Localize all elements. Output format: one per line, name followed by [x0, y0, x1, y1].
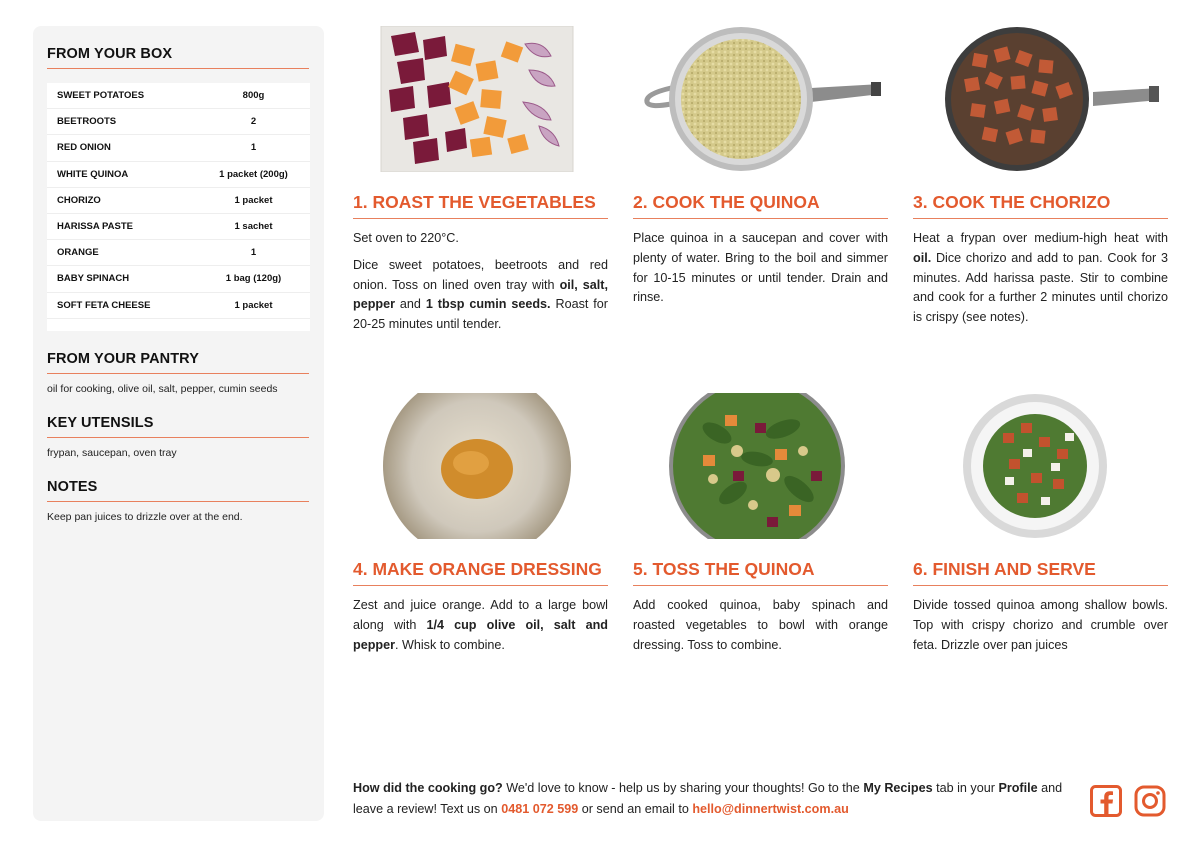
sidebar — [33, 26, 324, 821]
text-span: We'd love to know - help us by sharing your thoughts! Go to the — [502, 781, 864, 795]
table-padding — [47, 319, 310, 331]
roast-vegetables-photo — [353, 26, 608, 172]
step-paragraph: Set oven to 220°C. — [353, 231, 459, 245]
step-paragraph: Place quinoa in a saucepan and cover with plenty of water. Bring to the boil and simmer for 10-15 minutes or until tender. Drain and rinse. — [633, 231, 888, 305]
bold-span: oil. — [913, 250, 932, 265]
facebook-icon[interactable] — [1090, 785, 1122, 822]
ingredient-qty: 1 bag (120g) — [225, 273, 282, 285]
ingredient-name: SWEET POTATOES — [57, 90, 145, 102]
pantry-section — [47, 351, 310, 395]
text-span: . Whisk to combine. — [395, 637, 505, 652]
ingredient-qty: 1 packet — [234, 299, 273, 311]
ingredient-qty: 1 packet — [234, 194, 273, 206]
pantry-heading: FROM YOUR PANTRY — [47, 351, 309, 374]
table-row — [47, 214, 310, 240]
table-row — [47, 240, 310, 266]
text-span: tab in your — [932, 781, 999, 795]
utensils-section — [47, 415, 310, 459]
ingredient-name: SOFT FETA CHEESE — [57, 299, 151, 311]
toss-quinoa-photo — [633, 393, 888, 539]
text-span: and leave a review! Text us on — [353, 781, 1063, 816]
cook-quinoa-photo — [633, 26, 888, 172]
table-row — [47, 162, 310, 188]
table-row — [47, 135, 310, 161]
orange-dressing-photo — [353, 393, 608, 539]
ingredient-qty: 1 sachet — [234, 221, 273, 233]
text-span: Dice chorizo and add to pan. Cook for 3 minutes. Add harissa paste. Stir to combine and cook for a further 2 minutes until chorizo is crispy (see notes). — [913, 250, 1168, 325]
ingredient-name: ORANGE — [57, 247, 99, 259]
my-recipes-label: My Recipes — [863, 781, 933, 795]
table-row — [47, 83, 310, 109]
ingredient-qty: 1 packet (200g) — [219, 168, 288, 180]
ingredient-qty: 2 — [250, 116, 257, 128]
table-row — [47, 188, 310, 214]
step-5 — [633, 393, 888, 662]
step-title: 3. COOK THE CHORIZO — [913, 192, 1168, 219]
step-text — [913, 596, 1168, 655]
step-title: 4. MAKE ORANGE DRESSING — [353, 559, 608, 586]
ingredient-name: BEETROOTS — [57, 116, 117, 128]
notes-section — [47, 479, 310, 523]
step-title: 5. TOSS THE QUINOA — [633, 559, 888, 586]
ingredient-qty: 1 — [250, 142, 257, 154]
feedback-footer — [353, 778, 1073, 820]
step-text — [633, 596, 888, 655]
step-paragraph — [913, 229, 1168, 328]
step-text — [913, 229, 1168, 328]
ingredient-name: CHORIZO — [57, 194, 101, 206]
bold-span: 1/4 cup olive oil, salt and pepper — [353, 617, 608, 652]
step-1 — [353, 26, 608, 342]
phone-link[interactable]: 0481 072 599 — [501, 802, 579, 816]
ingredients-table — [47, 83, 310, 331]
step-paragraph: Add cooked quinoa, baby spinach and roasted vegetables to bowl with orange dressing. Toss to combine. — [633, 598, 888, 652]
step-3 — [913, 26, 1168, 335]
instagram-icon[interactable] — [1134, 785, 1166, 822]
step-2 — [633, 26, 888, 315]
step-title: 2. COOK THE QUINOA — [633, 192, 888, 219]
ingredient-name: WHITE QUINOA — [57, 168, 129, 180]
bold-span: 1 tbsp cumin seeds. — [425, 297, 551, 312]
step-title: 6. FINISH AND SERVE — [913, 559, 1168, 586]
notes-heading: NOTES — [47, 479, 309, 502]
step-text — [353, 229, 608, 335]
step-6 — [913, 393, 1168, 662]
step-text — [353, 596, 608, 655]
ingredient-name: RED ONION — [57, 142, 111, 154]
email-link[interactable]: hello@dinnertwist.com.au — [692, 802, 849, 816]
step-paragraph — [353, 596, 608, 655]
step-text — [633, 229, 888, 308]
utensils-text: frypan, saucepan, oven tray — [47, 446, 177, 459]
table-row — [47, 109, 310, 135]
notes-text: Keep pan juices to drizzle over at the end. — [47, 510, 243, 523]
profile-label: Profile — [998, 781, 1038, 795]
bold-span: oil, salt, pepper — [353, 277, 608, 312]
step-paragraph: Divide tossed quinoa among shallow bowls. Top with crispy chorizo and crumble over feta. Drizzle over pan juices — [913, 598, 1168, 652]
step-4 — [353, 393, 608, 662]
text-span: and — [395, 297, 426, 312]
text-span: Roast for 20-25 minutes until tender. — [353, 297, 608, 332]
ingredient-qty: 1 — [250, 247, 257, 259]
feedback-question: How did the cooking go? — [353, 781, 503, 795]
table-row — [47, 293, 310, 319]
text-span: or send an email to — [578, 802, 693, 816]
ingredient-name: HARISSA PASTE — [57, 221, 134, 233]
text-span: Heat a frypan over medium-high heat with — [913, 231, 1168, 245]
finish-serve-photo — [913, 393, 1168, 539]
ingredient-qty: 800g — [242, 90, 265, 102]
cook-chorizo-photo — [913, 26, 1168, 172]
step-title: 1. ROAST THE VEGETABLES — [353, 192, 608, 219]
utensils-heading: KEY UTENSILS — [47, 415, 309, 438]
ingredient-name: BABY SPINACH — [57, 273, 130, 285]
step-paragraph — [353, 256, 608, 335]
text-span: Zest and juice orange. Add to a large bowl along with — [353, 598, 608, 632]
box-heading: FROM YOUR BOX — [47, 46, 309, 69]
text-span: Dice sweet potatoes, beetroots and red onion. Toss on lined oven tray with — [353, 257, 608, 292]
pantry-text: oil for cooking, olive oil, salt, pepper, cumin seeds — [47, 382, 278, 395]
table-row — [47, 266, 310, 292]
